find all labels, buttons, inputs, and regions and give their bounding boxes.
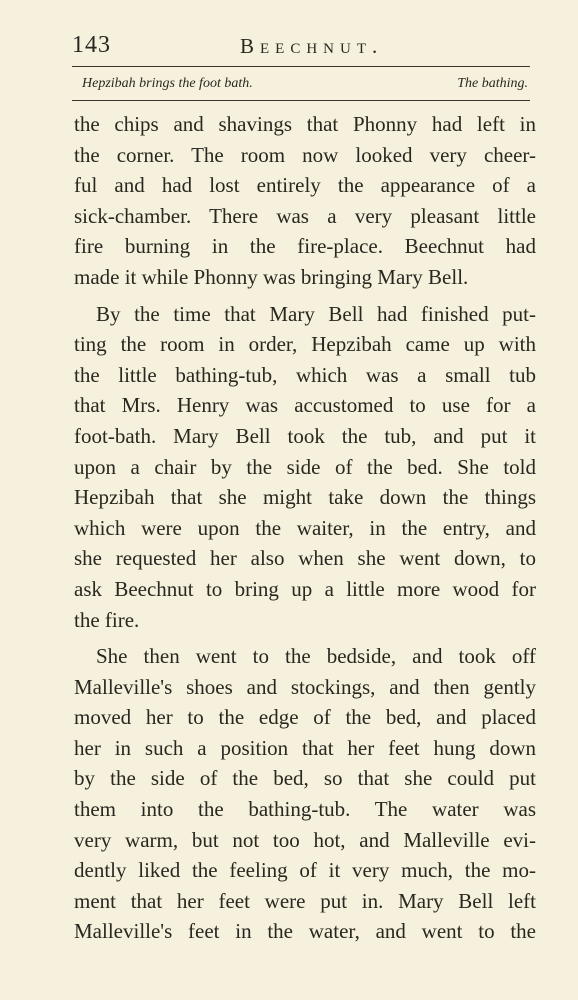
text-line: she requested her also when she went down, to <box>74 546 536 571</box>
text-line: She then went to the bedside, and took off <box>96 644 536 669</box>
text-line: the corner. The room now looked very cheer- <box>74 142 536 167</box>
header-rule-top <box>72 66 530 67</box>
text-line: her in such a position that her feet hung down <box>74 735 536 760</box>
text-line: foot-bath. Mary Bell took the tub, and put it <box>74 423 536 448</box>
text-line: ask Beechnut to bring up a little more wood for <box>74 576 536 601</box>
text-line: Hepzibah that she might take down the things <box>74 485 536 510</box>
text-line: fire burning in the fire-place. Beechnut had <box>74 234 536 259</box>
text-line: ment that her feet were put in. Mary Bell left <box>74 888 536 913</box>
book-title: Beechnut. <box>240 34 384 58</box>
text-line: Malleville's shoes and stockings, and then gently <box>74 674 536 699</box>
text-line: the little bathing-tub, which was a small tub <box>74 362 536 387</box>
text-line: that Mrs. Henry was accustomed to use for a <box>74 393 536 418</box>
paragraph <box>74 641 536 947</box>
text-line: the chips and shavings that Phonny had left in <box>74 112 536 136</box>
paragraph <box>74 299 536 636</box>
text-line: ting the room in order, Hepzibah came up with <box>74 332 536 357</box>
text-line: made it while Phonny was bringing Mary Bell. <box>74 264 469 289</box>
text-line: the fire. <box>74 607 140 632</box>
text-line: Malleville's feet in the water, and went to the <box>74 919 536 944</box>
text-line: which were upon the waiter, in the entry, and <box>74 515 536 540</box>
text-line: sick-chamber. There was a very pleasant little <box>74 203 536 228</box>
page-number: 143 <box>72 32 111 58</box>
paragraph <box>74 109 536 293</box>
text-line: ful and had lost entirely the appearance of a <box>74 173 536 198</box>
text-line: moved her to the edge of the bed, and placed <box>74 705 536 730</box>
marginal-note-left: Hepzibah brings the foot bath. <box>82 76 253 91</box>
text-line: very warm, but not too hot, and Malleville evi- <box>74 827 536 852</box>
running-head <box>72 28 532 62</box>
text-line: them into the bathing-tub. The water was <box>74 797 536 822</box>
text-line: dently liked the feeling of it very much, the mo- <box>74 858 536 883</box>
header-rule-bottom <box>72 100 530 101</box>
text-line: By the time that Mary Bell had finished put- <box>96 301 536 326</box>
marginal-note-right: The bathing. <box>457 76 528 91</box>
text-line: upon a chair by the side of the bed. She told <box>74 454 536 479</box>
body-text <box>74 109 536 947</box>
text-line: by the side of the bed, so that she could put <box>74 766 536 791</box>
